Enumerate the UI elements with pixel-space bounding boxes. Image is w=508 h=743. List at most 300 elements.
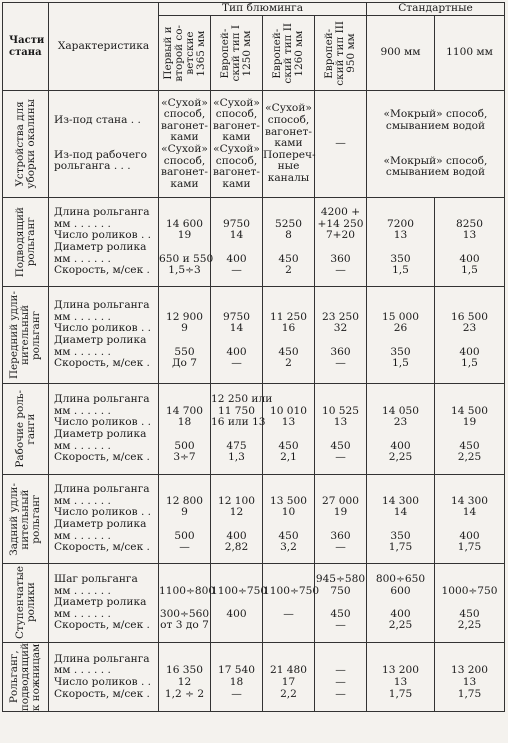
value-cell-euro2-line: Попереч- (263, 148, 316, 161)
value-cell-euro3-line: — (335, 357, 346, 370)
value-cell-std900-line: 350 (390, 252, 411, 265)
value-cell-soviet-line (159, 429, 210, 441)
characteristic-cell-line: Длина рольганга (54, 483, 150, 496)
value-cell-std900-line: 1,75 (388, 541, 413, 554)
value-cell-std1100-line (435, 574, 504, 586)
value-cell-std900-line (367, 429, 434, 441)
value-cell-euro2-line (263, 620, 314, 632)
value-cell-std900 (367, 384, 435, 475)
value-cell-soviet-line (159, 242, 210, 254)
value-cell-std900-line: 600 (390, 584, 411, 597)
value-cell-standard-line: «Мокрый» способ, (383, 108, 488, 121)
value-cell-soviet-line (159, 574, 210, 586)
value-cell-soviet-line: 650 и 550 (159, 252, 214, 265)
value-cell-euro3-line (315, 242, 366, 254)
value-cell-euro3-line: 32 (333, 322, 348, 335)
part-cell (3, 384, 49, 475)
value-cell-euro1-line: 1,3 (228, 451, 245, 464)
col-soviet-header: Первый и второй со- ветские 1365 мм (159, 16, 211, 91)
value-cell-euro3 (315, 564, 367, 643)
value-cell-soviet-line: вагонет- (161, 119, 208, 132)
characteristic-cell-line: Число роликов . . (54, 506, 152, 519)
value-cell-euro1-line: 475 (226, 439, 247, 452)
value-cell-euro3-line: 450 (330, 607, 351, 620)
value-cell-std900-line: 14 300 (381, 494, 420, 507)
value-cell-std900-line: 13 (393, 229, 408, 242)
characteristic-cell-line: Скорость, м/сек . (54, 357, 150, 370)
value-cell-euro1 (211, 384, 273, 475)
part-label: Рабочие роль- ганги (13, 390, 37, 468)
value-cell-euro3-line: — (335, 137, 346, 150)
value-cell-std1100-line: 2,25 (457, 619, 482, 632)
value-cell-euro1-line: 12 (229, 506, 244, 519)
value-cell-std1100-line (435, 429, 504, 441)
value-cell-std1100-line: 1,75 (457, 687, 482, 700)
value-cell-std1100-line: 19 (462, 416, 477, 429)
value-cell-euro2-line (263, 574, 314, 586)
value-cell-euro1-line: вагонет- (213, 119, 260, 132)
value-cell-euro1-line: 2,82 (224, 541, 249, 554)
characteristic-cell (49, 198, 159, 287)
value-cell-euro1-line: — (231, 357, 242, 370)
value-cell-soviet-line: 18 (177, 416, 192, 429)
table-row (3, 564, 505, 643)
value-cell-euro3-line: — (335, 687, 346, 700)
value-cell-std900-line: 1,75 (388, 687, 413, 700)
value-cell-euro2-line: 8 (285, 229, 292, 242)
value-cell-std900-line: 14 (393, 506, 408, 519)
value-cell-euro2-line: 2 (285, 357, 292, 370)
part-label: Задний удли- нительный рольганг (8, 482, 42, 556)
value-cell-euro3-line: 4200 + (320, 206, 361, 219)
value-cell-std900-line: 13 (393, 676, 408, 689)
value-cell-soviet-line: До 7 (171, 357, 198, 370)
value-cell-euro2-line: 2 (285, 264, 292, 277)
value-cell-euro1-line: 11 750 (217, 404, 256, 417)
value-cell-euro1-line: 12 100 (217, 494, 256, 507)
value-cell-euro2-line: 11 250 (269, 310, 308, 323)
value-cell-euro3 (315, 91, 367, 198)
value-cell-std1100-line: 13 (462, 229, 477, 242)
value-cell-std1100-line: 1,5 (461, 357, 478, 370)
characteristic-cell-line: Скорость, м/сек . (54, 619, 150, 632)
value-cell-soviet (159, 384, 211, 475)
characteristic-cell-line: Скорость, м/сек . (54, 687, 150, 700)
value-cell-euro1-line: 18 (229, 676, 244, 689)
value-cell-euro3 (315, 384, 367, 475)
value-cell-euro1-line: 16 или 13 (211, 416, 266, 429)
characteristic-cell-line: Число роликов . . (54, 229, 152, 242)
value-cell-euro2-line: 450 (278, 345, 299, 358)
value-cell-euro1 (211, 91, 263, 198)
characteristic-header: Характеристика (49, 3, 159, 91)
part-cell (3, 643, 49, 712)
value-cell-euro2 (263, 475, 315, 564)
value-cell-euro2-line: ные (277, 160, 300, 173)
value-cell-euro2-line: «Сухой» (265, 102, 312, 115)
characteristic-cell (49, 475, 159, 564)
value-cell-standard-line: «Мокрый» способ, (383, 154, 488, 167)
value-cell-euro1-line: способ, (215, 108, 258, 121)
value-cell-euro2-line: 5250 (275, 217, 302, 230)
value-cell-euro1-line: 400 (226, 607, 247, 620)
value-cell-soviet-line: 12 800 (165, 494, 204, 507)
col-std1100-header: 1100 мм (435, 16, 505, 91)
value-cell-std900-line: 350 (390, 529, 411, 542)
value-cell-std900-line: 400 (390, 439, 411, 452)
characteristic-cell (49, 643, 159, 712)
value-cell-std900-line: 15 000 (381, 310, 420, 323)
characteristic-cell-line: Из-под стана . . (54, 114, 141, 127)
value-cell-euro3-line: 360 (330, 252, 351, 265)
value-cell-std1100-line: 13 (462, 676, 477, 689)
value-cell-std1100 (435, 475, 505, 564)
value-cell-euro1-line: 14 (229, 322, 244, 335)
value-cell-std900-line: 7200 (387, 217, 414, 230)
value-cell-euro1 (211, 475, 263, 564)
value-cell-euro1-line (211, 519, 262, 531)
characteristic-cell-line: Диаметр ролика (54, 334, 147, 346)
value-cell-soviet-line: 1,5÷3 (168, 264, 201, 277)
value-cell-euro1-line: — (231, 687, 242, 700)
part-label: Устройства для уборки окалины (13, 99, 37, 189)
value-cell-std900-line: 1,5 (392, 357, 409, 370)
value-cell-soviet-line: 14 600 (165, 217, 204, 230)
characteristic-cell-line: Диаметр ролика (54, 518, 147, 530)
value-cell-standard-line: смыванием водой (385, 119, 486, 132)
value-cell-soviet (159, 198, 214, 287)
value-cell-std1100-line: 1,5 (461, 264, 478, 277)
value-cell-std1100 (435, 198, 505, 287)
value-cell-euro2 (263, 564, 320, 643)
value-cell-euro2-line: — (283, 607, 294, 620)
value-cell-euro1-line: 14 (229, 229, 244, 242)
characteristic-cell-line: Длина рольганга (54, 206, 150, 219)
table-row (3, 475, 505, 564)
part-cell (3, 287, 49, 384)
value-cell-euro1-line: 400 (226, 345, 247, 358)
value-cell-soviet-line: 300÷560 (159, 607, 210, 620)
value-cell-soviet-line: 500 (174, 439, 195, 452)
characteristic-cell-line: мм . . . . . . (54, 345, 111, 358)
value-cell-euro1 (211, 198, 263, 287)
value-cell-euro3-line: 360 (330, 529, 351, 542)
value-cell-euro1-line: ками (222, 177, 251, 190)
value-cell-euro2-line (263, 242, 314, 254)
value-cell-euro2-line: 10 (281, 506, 296, 519)
value-cell-euro3-line: — (335, 664, 346, 677)
value-cell-euro3-line: 10 525 (321, 404, 360, 417)
value-cell-soviet-line: 14 700 (165, 404, 204, 417)
value-cell-euro3-line: 19 (333, 506, 348, 519)
characteristic-cell-line: Диаметр ролика (54, 241, 147, 253)
value-cell-std1100-line: 400 (459, 529, 480, 542)
value-cell-soviet-line: 12 (177, 676, 192, 689)
characteristic-cell-line: рольганга . . . (54, 160, 131, 173)
value-cell-euro1-line: — (231, 264, 242, 277)
col-std900-header: 900 мм (367, 16, 435, 91)
value-cell-euro2-line: 10 010 (269, 404, 308, 417)
value-cell-std1100-line (435, 519, 504, 531)
value-cell-std900-line: 13 200 (381, 664, 420, 677)
value-cell-euro2-line: 16 (281, 322, 296, 335)
value-cell-soviet-line: способ, (163, 154, 206, 167)
value-cell-euro2-line (263, 335, 314, 347)
value-cell-std1100-line: 400 (459, 345, 480, 358)
value-cell-euro3-line: — (335, 451, 346, 464)
value-cell-euro2-line: 13 500 (269, 494, 308, 507)
value-cell-std1100-line: 14 (462, 506, 477, 519)
value-cell-soviet-line: ками (170, 177, 199, 190)
part-cell (3, 91, 49, 198)
value-cell-euro3-line: 7+20 (325, 229, 356, 242)
value-cell-soviet-line: 550 (174, 345, 195, 358)
value-cell-euro1-line: ками (222, 131, 251, 144)
table-row (3, 287, 505, 384)
value-cell-std900-line: 800÷650 (375, 573, 426, 586)
value-cell-euro1-line (211, 335, 262, 347)
characteristic-cell-line: мм . . . . . . (54, 217, 111, 230)
characteristic-cell-line: мм . . . . . . (54, 494, 111, 507)
value-cell-soviet-line: 16 350 (165, 664, 204, 677)
value-cell-euro2-line: вагонет- (265, 125, 312, 138)
table-row (3, 198, 505, 287)
value-cell-euro2-line: 21 480 (269, 664, 308, 677)
value-cell-euro3-line (315, 519, 366, 531)
part-label: Ступенчатые ролики (13, 566, 37, 640)
value-cell-std900-line: 2,25 (388, 451, 413, 464)
value-cell-soviet-line: 9 (181, 506, 188, 519)
value-cell-euro3-line: 450 (330, 439, 351, 452)
col-euro2-header: Европей- ский тип II 1260 мм (263, 16, 315, 91)
value-cell-std1100-line (435, 242, 504, 254)
value-cell-soviet-line: 12 900 (165, 310, 204, 323)
value-cell-euro1-line (211, 242, 262, 254)
characteristic-cell-line (54, 127, 158, 139)
standard-header: Стандартные (367, 3, 505, 16)
value-cell-euro3-line: +14 250 (317, 217, 364, 230)
value-cell-std1100-line: 14 500 (450, 404, 489, 417)
value-cell-euro1-line (211, 574, 262, 586)
table-row (3, 91, 505, 198)
value-cell-std1100-line: 16 500 (450, 310, 489, 323)
value-cell-euro2-line: каналы (267, 171, 310, 184)
characteristic-cell-line: Число роликов . . (54, 676, 152, 689)
value-cell-euro2-line: 3,2 (280, 541, 297, 554)
characteristic-cell-line: мм . . . . . . (54, 664, 111, 677)
value-cell-soviet-line: 1,2 ÷ 2 (164, 687, 205, 700)
part-label: Передний удли- нительный рольганг (8, 290, 42, 380)
part-cell (3, 198, 49, 287)
value-cell-euro1 (211, 564, 268, 643)
characteristic-cell-line: мм . . . . . . (54, 252, 111, 265)
characteristic-cell-line: Из-под рабочего (54, 148, 147, 161)
value-cell-soviet-line: от 3 до 7 (160, 619, 209, 632)
characteristic-cell-line: мм . . . . . . (54, 404, 111, 417)
value-cell-euro1 (211, 287, 263, 384)
value-cell-euro1-line: 400 (226, 252, 247, 265)
characteristic-cell (49, 91, 159, 198)
value-cell-soviet-line: 1100÷800 (159, 584, 216, 597)
value-cell-euro2-line (263, 429, 314, 441)
value-cell-euro3-line: — (335, 541, 346, 554)
characteristic-cell-line: Скорость, м/сек . (54, 264, 150, 277)
value-cell-std1100 (435, 564, 505, 643)
characteristic-cell (49, 384, 159, 475)
value-cell-std900 (367, 475, 435, 564)
value-cell-euro3-line: 945÷580 (315, 573, 366, 586)
value-cell-soviet-line (159, 519, 210, 531)
value-cell-euro3-line: — (335, 264, 346, 277)
value-cell-euro1-line (211, 620, 262, 632)
value-cell-euro2-line: ками (274, 137, 303, 150)
value-cell-std1100-line: 400 (459, 252, 480, 265)
value-cell-euro2-line: 17 (281, 676, 296, 689)
value-cell-standard-line (367, 144, 504, 156)
characteristic-cell-line: Длина рольганга (54, 299, 150, 312)
value-cell-std1100-line: 23 (462, 322, 477, 335)
characteristic-cell-line: Число роликов . . (54, 416, 152, 429)
table-row (3, 384, 505, 475)
value-cell-euro3 (315, 198, 367, 287)
value-cell-euro2 (263, 91, 315, 198)
value-cell-euro1-line: вагонет- (213, 166, 260, 179)
value-cell-euro1-line (211, 429, 262, 441)
value-cell-euro3 (315, 643, 367, 712)
value-cell-std900-line: 1,5 (392, 264, 409, 277)
characteristic-cell (49, 287, 159, 384)
value-cell-standard-line: смыванием водой (385, 166, 486, 179)
table-body (3, 91, 505, 712)
value-cell-euro2-line: 450 (278, 529, 299, 542)
characteristic-cell-line: Число роликов . . (54, 322, 152, 335)
value-cell-soviet (159, 287, 211, 384)
value-cell-soviet-line: 19 (177, 229, 192, 242)
characteristic-cell-line: мм . . . . . . (54, 310, 111, 323)
part-cell (3, 475, 49, 564)
value-cell-soviet-line: 9 (181, 322, 188, 335)
parts-header: Части стана (3, 3, 49, 91)
value-cell-euro3-line (315, 429, 366, 441)
value-cell-std900 (367, 287, 435, 384)
value-cell-soviet (159, 91, 211, 198)
value-cell-std1100-line: 1000÷750 (441, 584, 498, 597)
value-cell-euro2-line: 13 (281, 416, 296, 429)
value-cell-euro3-line: — (335, 676, 346, 689)
value-cell-euro2 (263, 198, 315, 287)
value-cell-euro3 (315, 287, 367, 384)
value-cell-std1100-line: 14 300 (450, 494, 489, 507)
blooming-spec-table (2, 2, 505, 712)
value-cell-soviet-line: способ, (163, 108, 206, 121)
value-cell-euro3-line: 27 000 (321, 494, 360, 507)
value-cell-soviet-line: вагонет- (161, 166, 208, 179)
characteristic-cell-line: Диаметр ролика (54, 596, 147, 609)
value-cell-soviet (159, 643, 211, 712)
value-cell-euro3-line: 13 (333, 416, 348, 429)
value-cell-std1100 (435, 384, 505, 475)
value-cell-euro2-line: 2,2 (280, 687, 297, 700)
value-cell-soviet-line: ками (170, 131, 199, 144)
value-cell-euro1-line: «Сухой» (213, 96, 260, 109)
value-cell-soviet-line (159, 335, 210, 347)
value-cell-euro1-line: «Сухой» (213, 143, 260, 155)
part-cell (3, 564, 49, 643)
value-cell-euro3 (315, 475, 367, 564)
value-cell-std900 (367, 643, 435, 712)
value-cell-std1100 (435, 287, 505, 384)
value-cell-standard (367, 91, 505, 198)
value-cell-euro2-line: 1100÷750 (263, 584, 320, 597)
value-cell-std900-line: 350 (390, 345, 411, 358)
value-cell-soviet-line: 500 (174, 529, 195, 542)
value-cell-soviet-line: 3÷7 (173, 451, 196, 464)
value-cell-std1100-line: 13 200 (450, 664, 489, 677)
value-cell-std1100-line (435, 335, 504, 347)
characteristic-cell-line: мм . . . . . . (54, 584, 111, 597)
value-cell-euro1-line: 9750 (223, 217, 250, 230)
characteristic-cell-line: мм . . . . . . (54, 607, 111, 620)
value-cell-soviet-line: — (179, 541, 190, 554)
value-cell-euro1 (211, 643, 263, 712)
value-cell-euro2-line: 450 (278, 252, 299, 265)
value-cell-euro1-line: 400 (226, 529, 247, 542)
characteristic-cell-line: Длина рольганга (54, 393, 150, 406)
value-cell-euro3-line (315, 335, 366, 347)
characteristic-cell-line: Скорость, м/сек . (54, 541, 150, 554)
value-cell-euro2 (263, 643, 315, 712)
value-cell-euro1-line: способ, (215, 154, 258, 167)
value-cell-euro1-line: 12 250 или (211, 393, 273, 406)
value-cell-std900-line (367, 242, 434, 254)
value-cell-std1100-line: 450 (459, 439, 480, 452)
value-cell-std1100-line: 8250 (456, 217, 483, 230)
characteristic-cell-line: Скорость, м/сек . (54, 451, 150, 464)
value-cell-std900-line: 2,25 (388, 619, 413, 632)
table-row (3, 643, 505, 712)
col-euro3-header: Европей- ский тип III 950 мм (315, 16, 367, 91)
characteristic-cell-line: Шаг рольганга (54, 573, 138, 586)
characteristic-cell-line: мм . . . . . . (54, 529, 111, 542)
value-cell-std1100 (435, 643, 505, 712)
value-cell-soviet (159, 475, 211, 564)
value-cell-euro2-line: способ, (267, 114, 310, 127)
characteristic-cell-line: Длина рольганга (54, 652, 150, 665)
value-cell-euro2-line: 450 (278, 439, 299, 452)
characteristic-cell-line: мм . . . . . . (54, 439, 111, 452)
value-cell-euro3-line: 750 (330, 584, 351, 597)
value-cell-std900-line: 26 (393, 322, 408, 335)
part-label: Рольганг, подводящий к ножницам (8, 643, 42, 712)
part-label: Подводящий рольганг (13, 206, 37, 278)
value-cell-euro3-line: — (335, 619, 346, 632)
value-cell-std900-line (367, 519, 434, 531)
value-cell-euro3-line: 360 (330, 345, 351, 358)
value-cell-euro1-line: 9750 (223, 310, 250, 323)
value-cell-std900-line: 14 050 (381, 404, 420, 417)
value-cell-euro1-line: 1100÷750 (211, 584, 268, 597)
col-euro1-header: Европей- ский тип I 1250 мм (211, 16, 263, 91)
value-cell-euro2 (263, 287, 315, 384)
value-cell-euro2-line: 2,1 (280, 451, 297, 464)
value-cell-std900-line (367, 335, 434, 347)
value-cell-std1100-line: 450 (459, 607, 480, 620)
value-cell-soviet-line: «Сухой» (161, 96, 208, 109)
value-cell-euro2-line (263, 519, 314, 531)
value-cell-soviet (159, 564, 216, 643)
value-cell-std900 (367, 198, 435, 287)
value-cell-std1100-line: 2,25 (457, 451, 482, 464)
